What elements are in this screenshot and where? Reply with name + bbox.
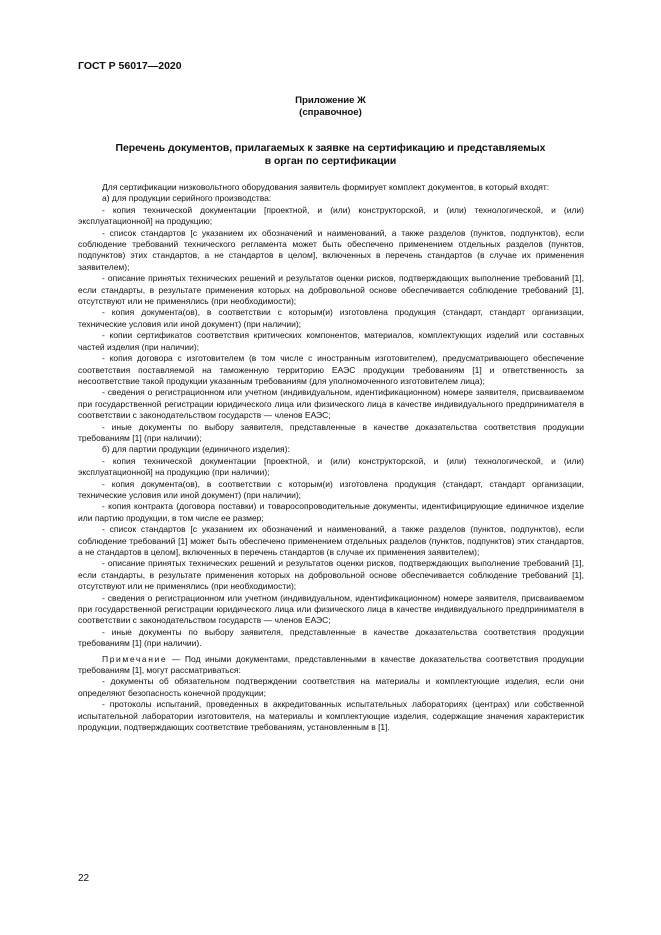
paragraph: а) для продукции серийного производства:: [102, 193, 272, 204]
body-text: [78, 182, 584, 734]
paragraph: - копия технической документации [проектной, и (или) конструкторской, и (или) технологической, и (или) эксплуатационной] на продукцию;: [78, 204, 584, 227]
note-item: - протоколы испытаний, проведенных в аккредитованных испытательных лабораториях (центрах) или собственной испытательной лаборатории изготовителя, на материалы и комплектующие изделия, содержащие значения характеристик продукции, подтверждающих соответствие требованиям, установленным в [1].: [78, 699, 584, 733]
paragraph: Для сертификации низковольтного оборудования заявитель формирует комплект документов, в который входят:: [102, 182, 550, 192]
page-number: 22: [78, 873, 90, 884]
annex-heading: [78, 95, 583, 119]
paragraph: - копия документа(ов), в соответствии с которым(и) изготовлена продукция (стандарт, стандарт организации, технические условия или иной документ) (при наличии);: [78, 478, 584, 500]
title-line-2: в орган по сертификации: [264, 156, 397, 167]
standard-designation: ГОСТ Р 56017—2020: [78, 60, 182, 72]
note-item: - документы об обязательном подтверждении соответствия на материалы и комплектующие изделия, если они определяют безопасность конечной продукции;: [78, 676, 584, 698]
paragraph: - копия контракта (договора поставки) и товаросопроводительные документы, идентифицирующие единичное изделие или партию продукции, в том числе ее размер;: [78, 501, 584, 523]
paragraph: - копия документа(ов), в соответствии с которым(и) изготовлена продукция (стандарт, стандарт организации, технические условия или иной документ) (при наличии);: [78, 307, 584, 329]
paragraph: - копия технической документации [проектной, и (или) конструкторской, и (или) технологической, и (или) эксплуатационной] на продукцию (при наличии);: [78, 455, 584, 478]
note-label: Примечание: [102, 653, 168, 664]
paragraph: - сведения о регистрационном или учетном (индивидуальном, идентификационном) номере заявителя, присваиваемом при государственной регистрации юридического лица или физического лица в качестве индивидуального предпринимателя в соответствии с законодательством государств — членов ЕАЭС;: [78, 387, 584, 421]
paragraph: - описание принятых технических решений и результатов оценки рисков, подтверждающих выполнение требований [1], если стандарты, в результате применения которых на добровольной основе обеспечивается соблюдение требований [1], отсутствуют или не применялись (при необходимости);: [78, 273, 584, 307]
annex-title: Приложение Ж: [295, 95, 366, 106]
note-paragraph: [78, 654, 584, 677]
paragraph: - список стандартов [с указанием их обозначений и наименований, а также разделов (пунктов, подпунктов), если соблюдение требований [1] может быть обеспечено применением отдельных разделов (пунктов, подпунктов) этих стандартов, а не стандартов в целом], включенных в перечень стандартов (в случае их применения заявителем);: [78, 524, 584, 557]
document-list-title: [78, 142, 583, 168]
paragraph: - копия договора с изготовителем (в том числе с иностранным изготовителем), предусматривающего обеспечение соответствия поставляемой на таможенную территорию ЕАЭС продукции требованиям [1] и ответственность за несоответствие такой продукции указанным требованиям (для уполномоченного изготовителем лица);: [78, 353, 584, 386]
title-line-1: Перечень документов, прилагаемых к заявке на сертификацию и представляемых: [115, 143, 546, 154]
annex-subtitle: (справочное): [299, 107, 362, 118]
paragraph: - иные документы по выбору заявителя, представленные в качестве доказательства соответствия продукции требованиям [1] (при наличии);: [78, 421, 584, 443]
paragraph: - список стандартов [с указанием их обозначений и наименований, а также разделов (пунктов, подпунктов), если соблюдение требований технического регламента может быть обеспечено применением отдельных разделов (пунктов, подпунктов) этих стандартов, а не стандартов в целом], включенных в перечень стандартов (в случае их применения заявителем);: [78, 227, 584, 272]
paragraph: - описание принятых технических решений и результатов оценки рисков, подтверждающих выполнение требований [1], если стандарты, в результате применения которых на добровольной основе обеспечивается соблюдение требований [1], отсутствуют или не применялись (при необходимости);: [78, 558, 584, 592]
paragraph: б) для партии продукции (единичного изделия):: [102, 444, 290, 455]
paragraph: - копии сертификатов соответствия критических компонентов, материалов, комплектующих изделий или составных частей изделия (при наличии);: [78, 330, 584, 352]
paragraph: - иные документы по выбору заявителя, представленные в качестве доказательства соответствия продукции требованиям [1] (при наличии).: [78, 626, 584, 649]
paragraph: - сведения о регистрационном или учетном (индивидуальном, идентификационном) номере заявителя, присваиваемом при государственной регистрации юридического лица или физического лица в качестве индивидуального предпринимателя в соответствии с законодательством государств — членов ЕАЭС;: [78, 592, 584, 626]
note-text: — Под иными документами, представленными в качестве доказательства соответствия продукции требованиям [1], могут рассматриваться:: [78, 653, 584, 676]
